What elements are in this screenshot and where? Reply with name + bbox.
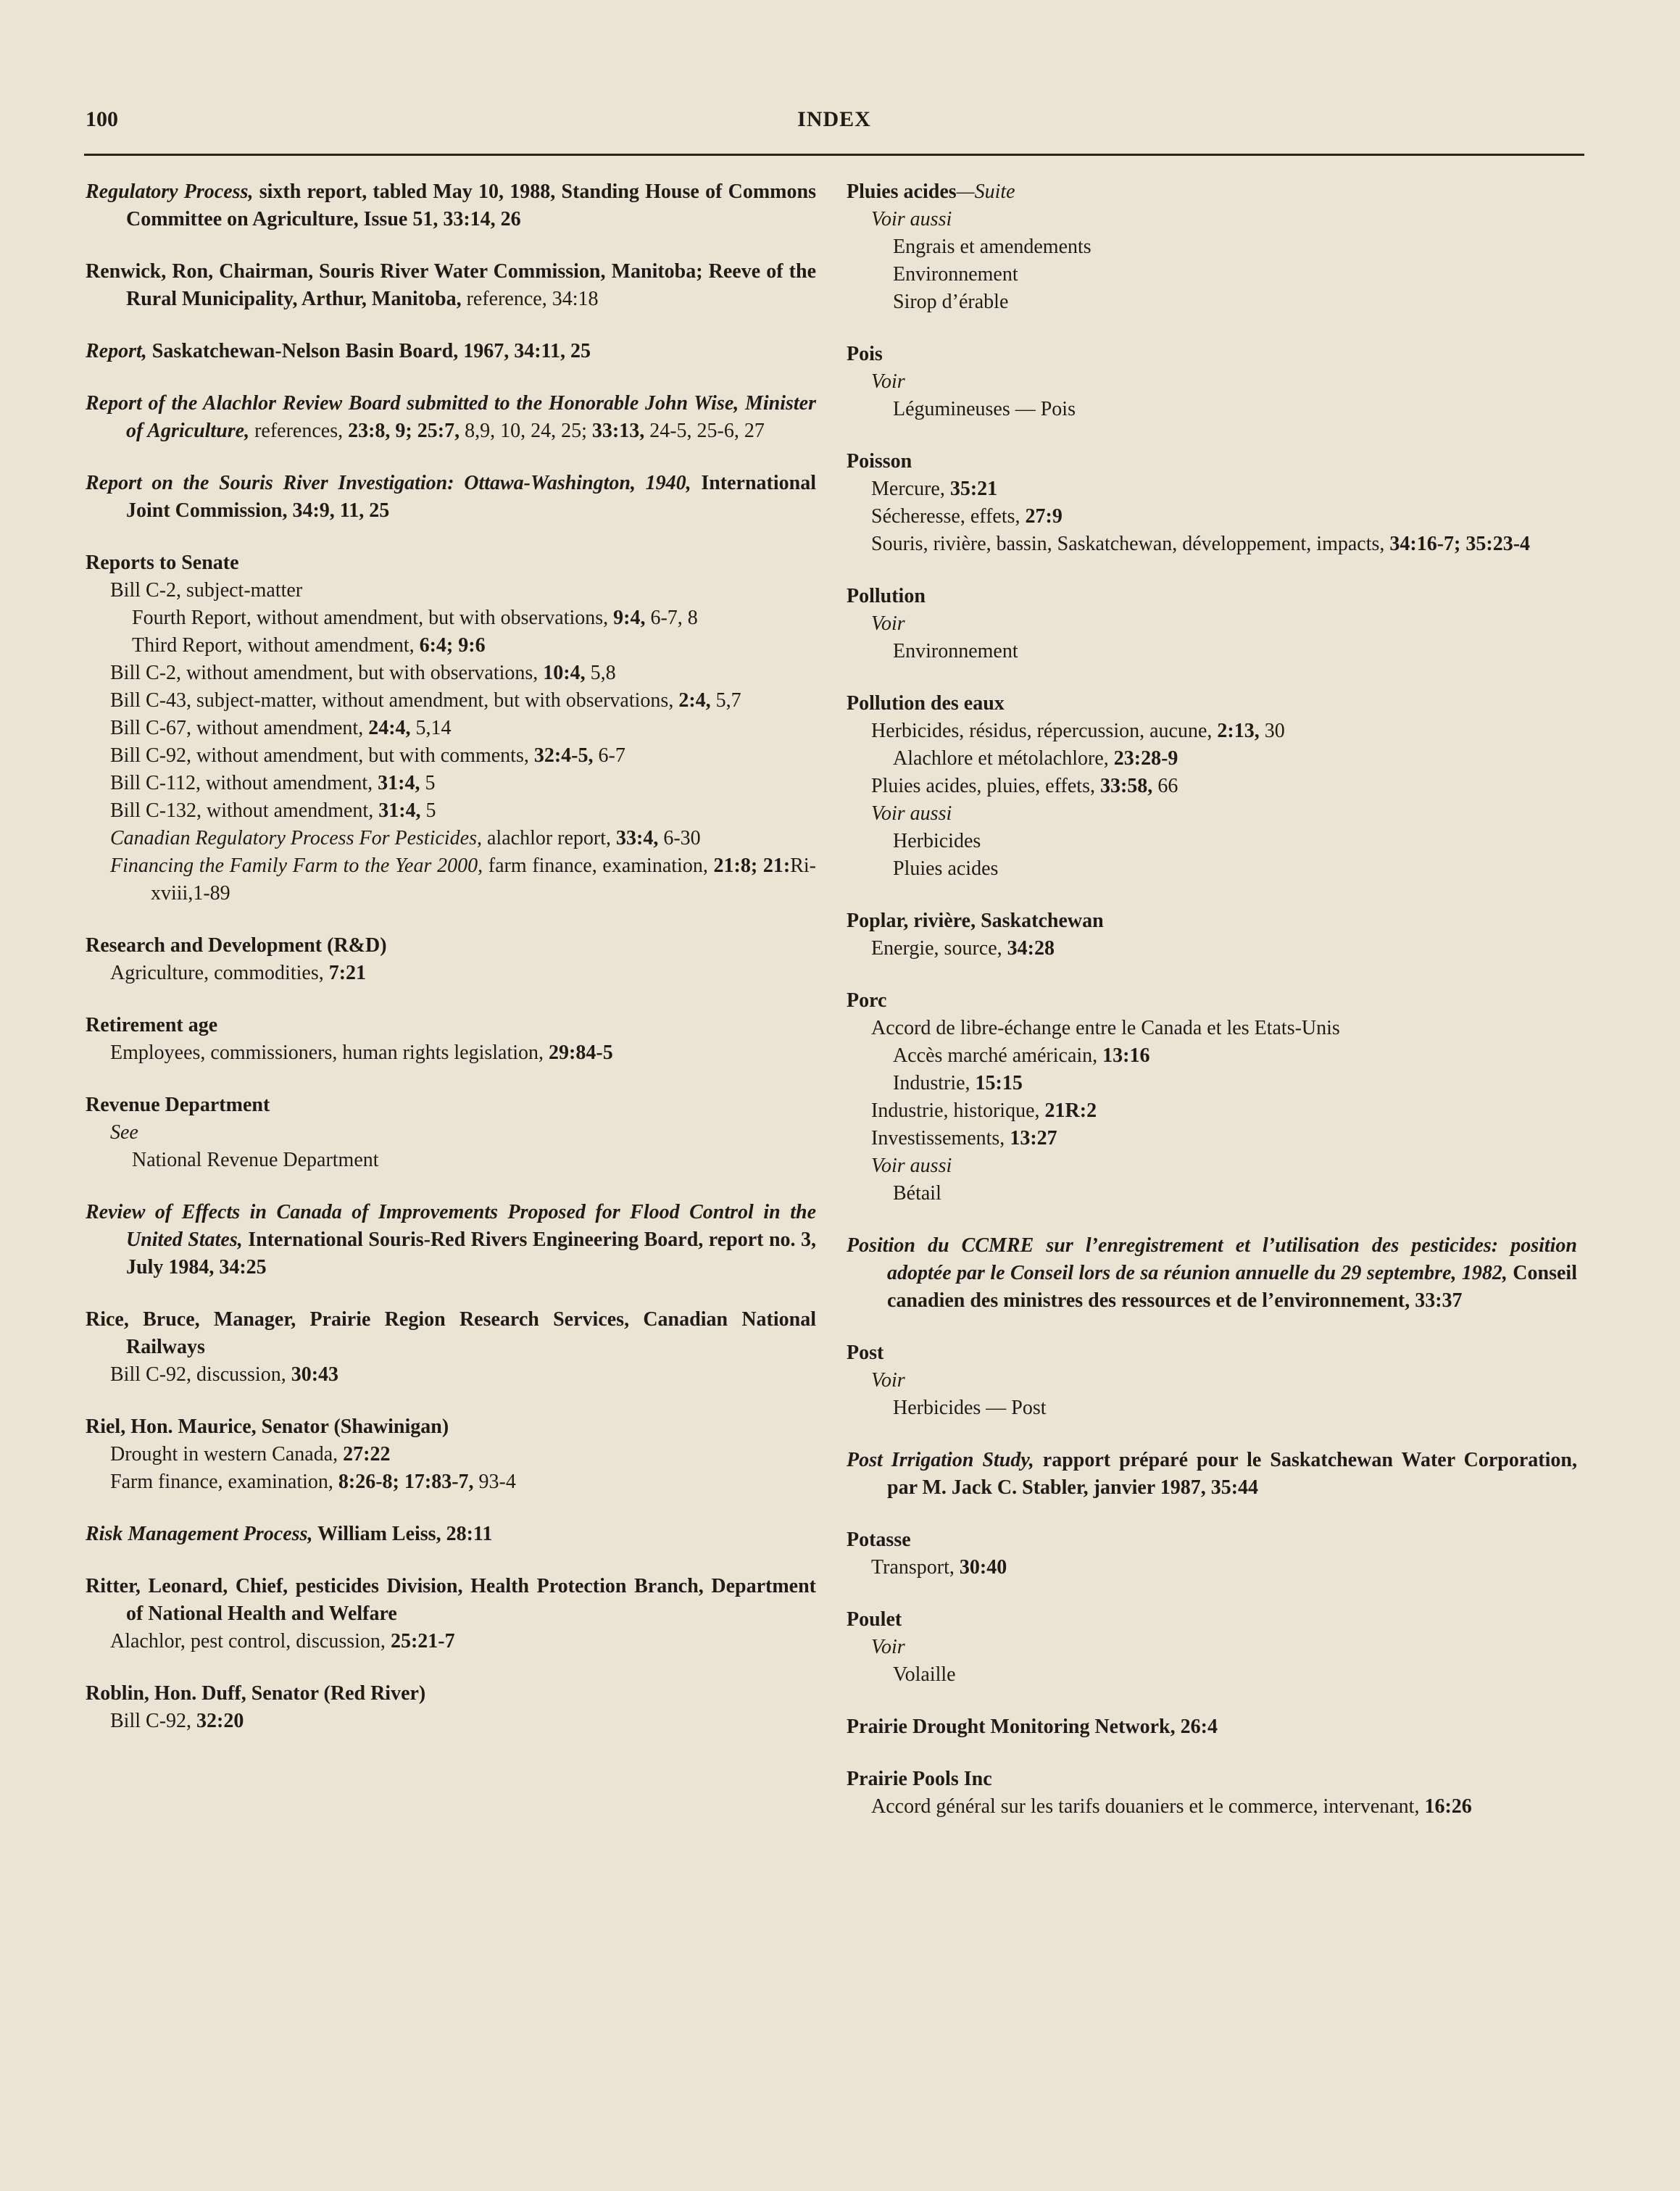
index-entry: Roblin, Hon. Duff, Senator (Red River) Bill C-92, 32:20 (86, 1680, 816, 1735)
entry-heading: Poisson (847, 450, 912, 473)
index-entry: Riel, Hon. Maurice, Senator (Shawinigan) Drought in western Canada, 27:22 Farm finance, examination, 8:26-8; 17:83-7, 93-4 (86, 1413, 816, 1496)
entry-heading: Poulet (847, 1608, 902, 1631)
index-entry: Poulet Voir Volaille (847, 1606, 1577, 1689)
entry-heading: Porc (847, 989, 887, 1012)
entry-heading: Prairie Pools Inc (847, 1768, 992, 1790)
index-entry: Report, Saskatchewan-Nelson Basin Board, 1967, 34:11, 25 (86, 340, 591, 362)
running-head: INDEX (797, 107, 871, 131)
entry-heading: Pollution des eaux (847, 692, 1005, 715)
entry-heading: Riel, Hon. Maurice, Senator (Shawinigan) (86, 1415, 449, 1438)
left-column (86, 178, 816, 1760)
page-number: 100 (86, 107, 118, 131)
entry-heading: Prairie Drought Monitoring Network, 26:4 (847, 1716, 1218, 1738)
index-entry: Report of the Alachlor Review Board submitted to the Honorable John Wise, Minister of Agriculture, references, 23:8, 9; 25:7, 8,9, 10, 24, 25; 33:13, 24-5, 25-6, 27 (86, 392, 816, 442)
right-column (847, 178, 1577, 1845)
entry-heading: Rice, Bruce, Manager, Prairie Region Research Services, Canadian National Railways (86, 1308, 816, 1358)
index-entry: Retirement age Employees, commissioners, human rights legislation, 29:84-5 (86, 1012, 816, 1067)
index-entry: Report on the Souris River Investigation: Ottawa-Washington, 1940, International Joint Commission, 34:9, 11, 25 (86, 472, 816, 522)
index-entry: Risk Management Process, William Leiss, 28:11 (86, 1523, 493, 1545)
index-entry: Potasse Transport, 30:40 (847, 1526, 1577, 1581)
index-entry: Position du CCMRE sur l’enregistrement et l’utilisation des pesticides: position adoptée par le Conseil lors de sa réunion annuelle du 29 septembre, 1982, Conseil canadien des ministres des ressources et de l’environnement, 33:37 (847, 1234, 1577, 1312)
entry-heading: Poplar, rivière, Saskatchewan (847, 910, 1104, 932)
entry-heading: Roblin, Hon. Duff, Senator (Red River) (86, 1682, 426, 1705)
index-entry: Post Irrigation Study, rapport préparé pour le Saskatchewan Water Corporation, par M. Jack C. Stabler, janvier 1987, 35:44 (847, 1449, 1577, 1499)
index-entry: Pois Voir Légumineuses — Pois (847, 341, 1577, 423)
index-entry: Pluies acides—Suite Voir aussi Engrais et amendements Environnement Sirop d’érable (847, 178, 1577, 316)
index-entry: Ritter, Leonard, Chief, pesticides Division, Health Protection Branch, Department of National Health and Welfare Alachlor, pest control, discussion, 25:21-7 (86, 1573, 816, 1655)
entry-heading: Retirement age (86, 1014, 218, 1036)
entry-heading: Research and Development (R&D) (86, 934, 387, 957)
index-entry: Renwick, Ron, Chairman, Souris River Water Commission, Manitoba; Reeve of the Rural Municipality, Arthur, Manitoba, reference, 34:18 (86, 260, 816, 310)
index-entry: Porc Accord de libre-échange entre le Canada et les Etats-Unis Accès marché américain, 13:16 Industrie, 15:15 Industrie, historique, 21R:2 Investissements, 13:27 Voir aussi Bétail (847, 987, 1577, 1207)
entry-heading: Pollution (847, 585, 926, 607)
index-entry: Pollution des eaux Herbicides, résidus, répercussion, aucune, 2:13, 30 Alachlore et métolachlore, 23:28-9 Pluies acides, pluies, effets, 33:58, 66 Voir aussi Herbicides Pluies acides (847, 690, 1577, 883)
index-entry: Post Voir Herbicides — Post (847, 1339, 1577, 1422)
entry-heading: Potasse (847, 1529, 911, 1551)
header-rule (84, 154, 1584, 156)
index-entry: Revenue Department See National Revenue Department (86, 1092, 816, 1174)
index-entry: Review of Effects in Canada of Improvements Proposed for Flood Control in the United States, International Souris-Red Rivers Engineering Board, report no. 3, July 1984, 34:25 (86, 1201, 817, 1279)
index-entry: Prairie Pools Inc Accord général sur les tarifs douaniers et le commerce, intervenant, 16:26 (847, 1766, 1577, 1821)
index-entry: Poplar, rivière, Saskatchewan Energie, source, 34:28 (847, 907, 1577, 963)
entry-heading: Pois (847, 343, 883, 365)
page-header (86, 107, 1583, 138)
index-entry: Rice, Bruce, Manager, Prairie Region Research Services, Canadian National Railways Bill C-92, discussion, 30:43 (86, 1306, 816, 1389)
entry-heading: Reports to Senate (86, 552, 239, 574)
entry-heading: Pluies acides—Suite (847, 180, 1015, 203)
index-entry: Reports to Senate Bill C-2, subject-matter Fourth Report, without amendment, but with observations, 9:4, 6-7, 8 Third Report, without amendment, 6:4; 9:6 Bill C-2, without amendment, but with observations, 10:4, 5,8 Bill C-43, subject-matter, without amendment, but with observations, 2:4, 5,7 Bill C-67, without amendment, 24:4, 5,14 Bill C-92, without amendment, but with comments, 32:4-5, 6-7 Bill C-112, without amendment, 31:4, 5 Bill C-132, without amendment, 31:4, 5 Canadian Regulatory Process For Pesticides, alachlor report, 33:4, 6-30 Financing the Family Farm to the Year 2000, farm finance, examination, 21:8; 21:Ri-xviii,1-89 (86, 549, 816, 907)
entry-heading: Post (847, 1342, 884, 1364)
index-entry (847, 1713, 1577, 1741)
index-entry: Regulatory Process, sixth report, tabled May 10, 1988, Standing House of Commons Committee on Agriculture, Issue 51, 33:14, 26 (86, 180, 816, 230)
entry-heading: Ritter, Leonard, Chief, pesticides Division, Health Protection Branch, Department of National Health and Welfare (86, 1575, 816, 1625)
entry-heading: Revenue Department (86, 1094, 270, 1116)
index-entry: Research and Development (R&D) Agriculture, commodities, 7:21 (86, 932, 816, 987)
index-entry: Poisson Mercure, 35:21 Sécheresse, effets, 27:9 Souris, rivière, bassin, Saskatchewan, développement, impacts, 34:16-7; 35:23-4 (847, 448, 1577, 558)
index-entry: Pollution Voir Environnement (847, 583, 1577, 665)
